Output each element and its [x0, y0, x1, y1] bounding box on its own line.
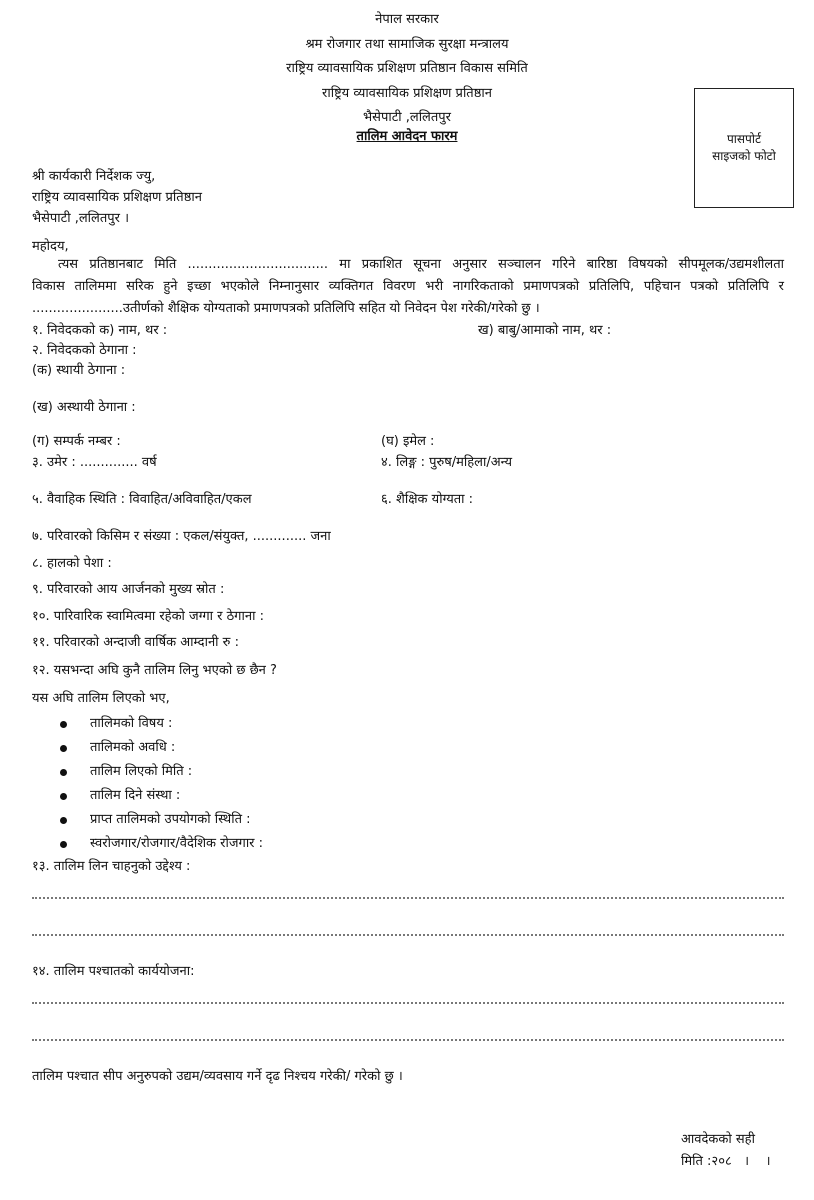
header-government: नेपाल सरकार: [375, 12, 439, 27]
body-line3: ......................उतीर्णको शैक्षिक योग्यताको प्रमाणपत्रको प्रतिलिपि सहित यो निवेदन पेश गरेकी/गरेको छु ।: [32, 301, 540, 316]
field-email: (घ) इमेल :: [381, 434, 435, 449]
addressee-line3: भैसेपाटी ,ललितपुर ।: [32, 211, 130, 226]
bullet-dot: [60, 841, 67, 848]
field-applicant-name: १. निवेदकको क) नाम, थर :: [32, 323, 168, 338]
list-item: स्वरोजगार/रोजगार/वैदेशिक रोजगार :: [90, 836, 264, 851]
objective-line-2[interactable]: [32, 934, 784, 936]
field-education: ६. शैक्षिक योग्यता :: [381, 492, 474, 507]
field-permanent-address: (क) स्थायी ठेगाना :: [32, 363, 126, 378]
field-address: २. निवेदकको ठेगाना :: [32, 343, 137, 358]
field-annual-income: ११. परिवारको अन्दाजी वार्षिक आम्दानी रु :: [32, 635, 239, 650]
bullet-dot: [60, 745, 67, 752]
list-item: तालिम लिएको मिति :: [90, 764, 193, 779]
header-committee: राष्ट्रिय व्यावसायिक प्रशिक्षण प्रतिष्ठान विकास समिति: [286, 61, 528, 76]
addressee-line1: श्री कार्यकारी निर्देशक ज्यु,: [32, 169, 156, 184]
passport-photo-box[interactable]: [694, 88, 794, 208]
field-previous-training: १२. यसभन्दा अघि कुनै तालिम लिनु भएको छ छैन ?: [32, 663, 277, 678]
form-title: तालिम आवेदन फारम: [356, 129, 458, 144]
field-age: ३. उमेर : .............. वर्ष: [32, 455, 157, 470]
body-line2: विकास तालिममा सरिक हुने इच्छा भएकोले निम्नानुसार व्यक्तिगत विवरण भरी नागरिकताको प्रमाणपत्रको प्रतिलिपि, पहिचान पत्रको प्रतिलिपि र: [32, 279, 784, 294]
header-academy: राष्ट्रिय व्यावसायिक प्रशिक्षण प्रतिष्ठान: [322, 86, 492, 101]
field-income-source: ९. परिवारको आय आर्जनको मुख्य स्रोत :: [32, 582, 225, 597]
field-land-ownership: १०. पारिवारिक स्वामित्वमा रहेको जग्गा र ठेगाना :: [32, 609, 264, 624]
body-line1: त्यस प्रतिष्ठानबाट मिति .................................. मा प्रकाशित सूचना अनुसार सञ्चालन गरिने बारिष्ठा विषयको सीपमूलक/उद्यमशीलता: [58, 257, 784, 272]
bullet-dot: [60, 817, 67, 824]
field-contact-number: (ग) सम्पर्क नम्बर :: [32, 434, 121, 449]
field-gender: ४. लिङ्ग : पुरुष/महिला/अन्य: [381, 455, 513, 470]
action-plan-line-2[interactable]: [32, 1039, 784, 1041]
bullet-dot: [60, 793, 67, 800]
field-parent-name: ख) बाबु/आमाको नाम, थर :: [478, 323, 612, 338]
field-temporary-address: (ख) अस्थायी ठेगाना :: [32, 400, 136, 415]
photo-box-label-line1: पासपोर्ट: [726, 132, 761, 146]
list-item: तालिम दिने संस्था :: [90, 788, 181, 803]
bullet-dot: [60, 769, 67, 776]
list-item: प्राप्त तालिमको उपयोगको स्थिति :: [90, 812, 251, 827]
salutation: महोदय,: [32, 239, 69, 254]
addressee-line2: राष्ट्रिय व्यावसायिक प्रशिक्षण प्रतिष्ठान: [32, 190, 202, 205]
header-location: भैसेपाटी ,ललितपुर: [363, 110, 451, 125]
objective-line-1[interactable]: [32, 897, 784, 899]
previous-training-intro: यस अघि तालिम लिएको भए,: [32, 691, 170, 706]
signature-label: आवदेकको सही: [681, 1132, 755, 1147]
field-occupation: ८. हालको पेशा :: [32, 556, 112, 571]
bullet-dot: [60, 721, 67, 728]
photo-box-label-line2: साइजको फोटो: [712, 149, 776, 163]
field-family-type: ७. परिवारको किसिम र संख्या : एकल/संयुक्त, ............. जना: [32, 529, 331, 544]
action-plan-line-1[interactable]: [32, 1002, 784, 1004]
signature-date: मिति :२०८ । ।: [681, 1154, 771, 1169]
list-item: तालिमको विषय :: [90, 716, 173, 731]
list-item: तालिमको अवधि :: [90, 740, 176, 755]
declaration: तालिम पश्चात सीप अनुरुपको उद्यम/व्यवसाय गर्ने दृढ निश्चय गरेकी/ गरेको छु ।: [32, 1069, 403, 1084]
field-training-objective: १३. तालिम लिन चाहनुको उद्देश्य :: [32, 859, 191, 874]
header-ministry: श्रम रोजगार तथा सामाजिक सुरक्षा मन्त्रालय: [305, 37, 509, 52]
field-action-plan: १४. तालिम पश्चातको कार्ययोजना:: [32, 964, 195, 979]
body-paragraph: [32, 254, 784, 320]
field-marital-status: ५. वैवाहिक स्थिति : विवाहित/अविवाहित/एकल: [32, 492, 252, 507]
